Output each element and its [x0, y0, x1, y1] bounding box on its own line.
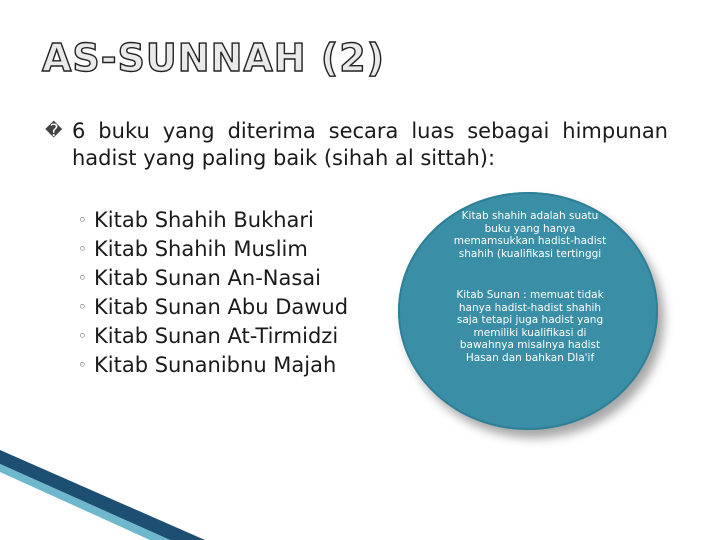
bullet-marker: � — [45, 121, 63, 141]
callout-text-sunan: Kitab Sunan : memuat tidak hanya hadist-hadist shahih saja tetapi juga hadist yang memiliki kualifikasi di bawahnya misalnya hadist Hasan dan bahkan Dla'if — [456, 289, 604, 364]
slide-title: AS-SUNNAH (2) — [42, 36, 385, 80]
book-name: Kitab Sunanibnu Majah — [94, 353, 337, 377]
list-item — [78, 264, 348, 293]
book-name: Kitab Sunan At-Tirmidzi — [94, 324, 339, 348]
list-item — [78, 351, 348, 380]
sub-bullet-marker: ◦ — [78, 269, 87, 287]
intro-paragraph: 6 buku yang diterima secara luas sebagai himpunan hadist yang paling baik (sihah al sittah): — [72, 119, 668, 170]
book-name: Kitab Shahih Muslim — [94, 237, 308, 261]
list-item — [78, 206, 348, 235]
list-item — [78, 235, 348, 264]
book-name: Kitab Sunan An-Nasai — [94, 266, 321, 290]
sub-bullet-marker: ◦ — [78, 356, 87, 374]
decorative-stripe — [0, 450, 720, 540]
book-name: Kitab Sunan Abu Dawud — [94, 295, 349, 319]
callout-circle — [398, 192, 658, 430]
list-item — [78, 293, 348, 322]
sub-bullet-marker: ◦ — [78, 211, 87, 229]
book-name: Kitab Shahih Bukhari — [94, 208, 314, 232]
sub-bullet-marker: ◦ — [78, 327, 87, 345]
sub-bullet-marker: ◦ — [78, 298, 87, 316]
book-list — [78, 206, 348, 380]
list-item — [78, 322, 348, 351]
callout-text-shahih: Kitab shahih adalah suatu buku yang hanya memamsukkan hadist-hadist shahih (kualifikasi tertinggi — [453, 210, 607, 260]
sub-bullet-marker: ◦ — [78, 240, 87, 258]
